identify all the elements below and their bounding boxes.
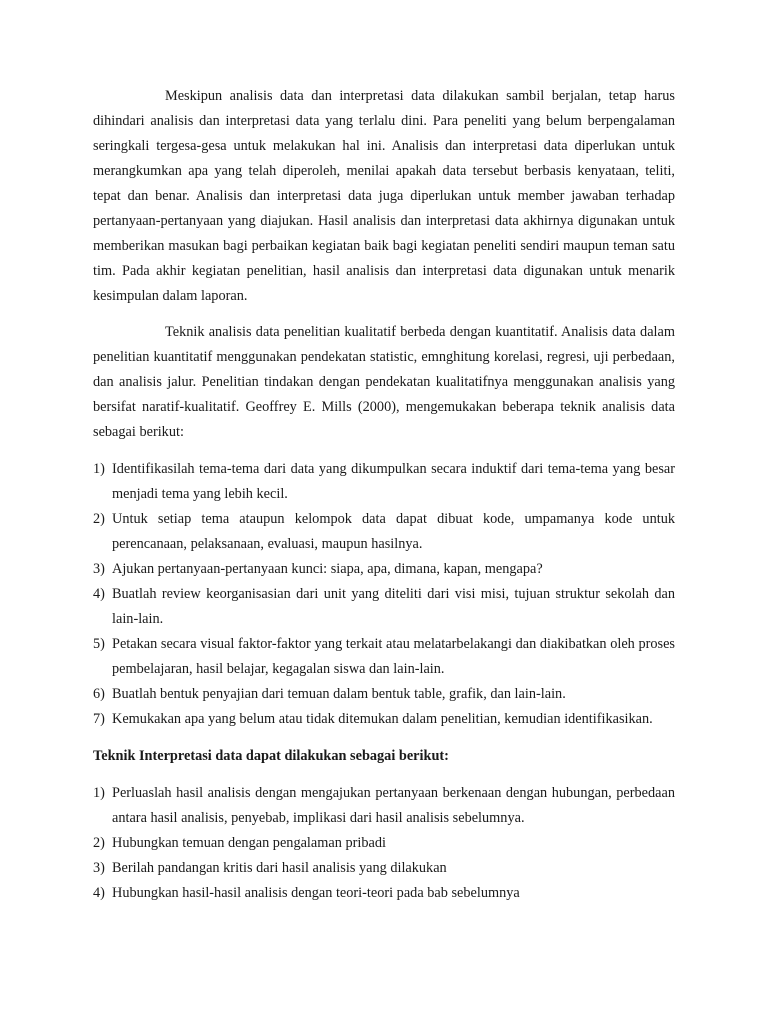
analysis-technique-list	[93, 457, 675, 732]
list-text: Buatlah review keorganisasian dari unit yang diteliti dari visi misi, tujuan struktur sekolah dan lain-lain.	[112, 586, 675, 627]
list-text: Berilah pandangan kritis dari hasil analisis yang dilakukan	[112, 860, 447, 876]
list-item	[93, 856, 675, 881]
list-text: Untuk setiap tema ataupun kelompok data dapat dibuat kode, umpamanya kode untuk perencanaan, pelaksanaan, evaluasi, maupun hasilnya.	[112, 511, 675, 552]
list-number: 4)	[93, 586, 105, 602]
list-number: 6)	[93, 686, 105, 702]
list-text: Perluaslah hasil analisis dengan mengajukan pertanyaan berkenaan dengan hubungan, perbedaan antara hasil analisis, penyebab, implikasi dari hasil analisis sebelumnya.	[112, 785, 675, 826]
list-item	[93, 881, 675, 906]
list-text: Kemukakan apa yang belum atau tidak ditemukan dalam penelitian, kemudian identifikasikan.	[112, 711, 653, 727]
list-number: 3)	[93, 860, 105, 876]
list-text: Ajukan pertanyaan-pertanyaan kunci: siapa, apa, dimana, kapan, mengapa?	[112, 561, 543, 577]
list-item	[93, 457, 675, 507]
list-text: Identifikasilah tema-tema dari data yang dikumpulkan secara induktif dari tema-tema yang besar menjadi tema yang lebih kecil.	[112, 461, 675, 502]
list-number: 5)	[93, 636, 105, 652]
interpretation-heading: Teknik Interpretasi data dapat dilakukan sebagai berikut:	[93, 748, 449, 764]
list-number: 4)	[93, 885, 105, 901]
list-text: Petakan secara visual faktor-faktor yang terkait atau melatarbelakangi dan diakibatkan oleh proses pembelajaran, hasil belajar, kegagalan siswa dan lain-lain.	[112, 636, 675, 677]
list-item	[93, 707, 675, 732]
interpretation-technique-list	[93, 781, 675, 906]
list-number: 1)	[93, 461, 105, 477]
document-page	[93, 84, 675, 906]
paragraph-analysis-technique: Teknik analisis data penelitian kualitatif berbeda dengan kuantitatif. Analisis data dalam penelitian kuantitatif menggunakan pendekatan statistic, emnghitung korelasi, regresi, uji perbedaan, dan analisis jalur. Penelitian tindakan dengan pendekatan kualitatifnya menggunakan analisis yang bersifat naratif-kualitatif. Geoffrey E. Mills (2000), mengemukakan beberapa teknik analisis data sebagai berikut:	[93, 324, 675, 440]
list-number: 1)	[93, 785, 105, 801]
list-item	[93, 781, 675, 831]
list-number: 7)	[93, 711, 105, 727]
paragraph-intro: Meskipun analisis data dan interpretasi data dilakukan sambil berjalan, tetap harus dihindari analisis dan interpretasi data yang terlalu dini. Para peneliti yang belum berpengalaman seringkali tergesa-gesa untuk melakukan hal ini. Analisis dan interpretasi data diperlukan untuk merangkumkan apa yang telah diperoleh, menilai apakah data tersebut berbasis kenyataan, teliti, tepat dan benar. Analisis dan interpretasi data juga diperlukan untuk member jawaban terhadap pertanyaan-pertanyaan yang diajukan. Hasil analisis dan interpretasi data akhirnya digunakan untuk memberikan masukan bagi perbaikan kegiatan baik bagi kegiatan peneliti sendiri maupun teman satu tim. Pada akhir kegiatan penelitian, hasil analisis dan interpretasi data digunakan untuk menarik kesimpulan dalam laporan.	[93, 88, 675, 304]
list-text: Hubungkan hasil-hasil analisis dengan teori-teori pada bab sebelumnya	[112, 885, 520, 901]
list-item	[93, 582, 675, 632]
list-number: 2)	[93, 511, 105, 527]
list-number: 2)	[93, 835, 105, 851]
list-item	[93, 831, 675, 856]
list-item	[93, 557, 675, 582]
list-item	[93, 507, 675, 557]
list-number: 3)	[93, 561, 105, 577]
list-item	[93, 682, 675, 707]
list-text: Hubungkan temuan dengan pengalaman pribadi	[112, 835, 386, 851]
list-text: Buatlah bentuk penyajian dari temuan dalam bentuk table, grafik, dan lain-lain.	[112, 686, 566, 702]
list-item	[93, 632, 675, 682]
